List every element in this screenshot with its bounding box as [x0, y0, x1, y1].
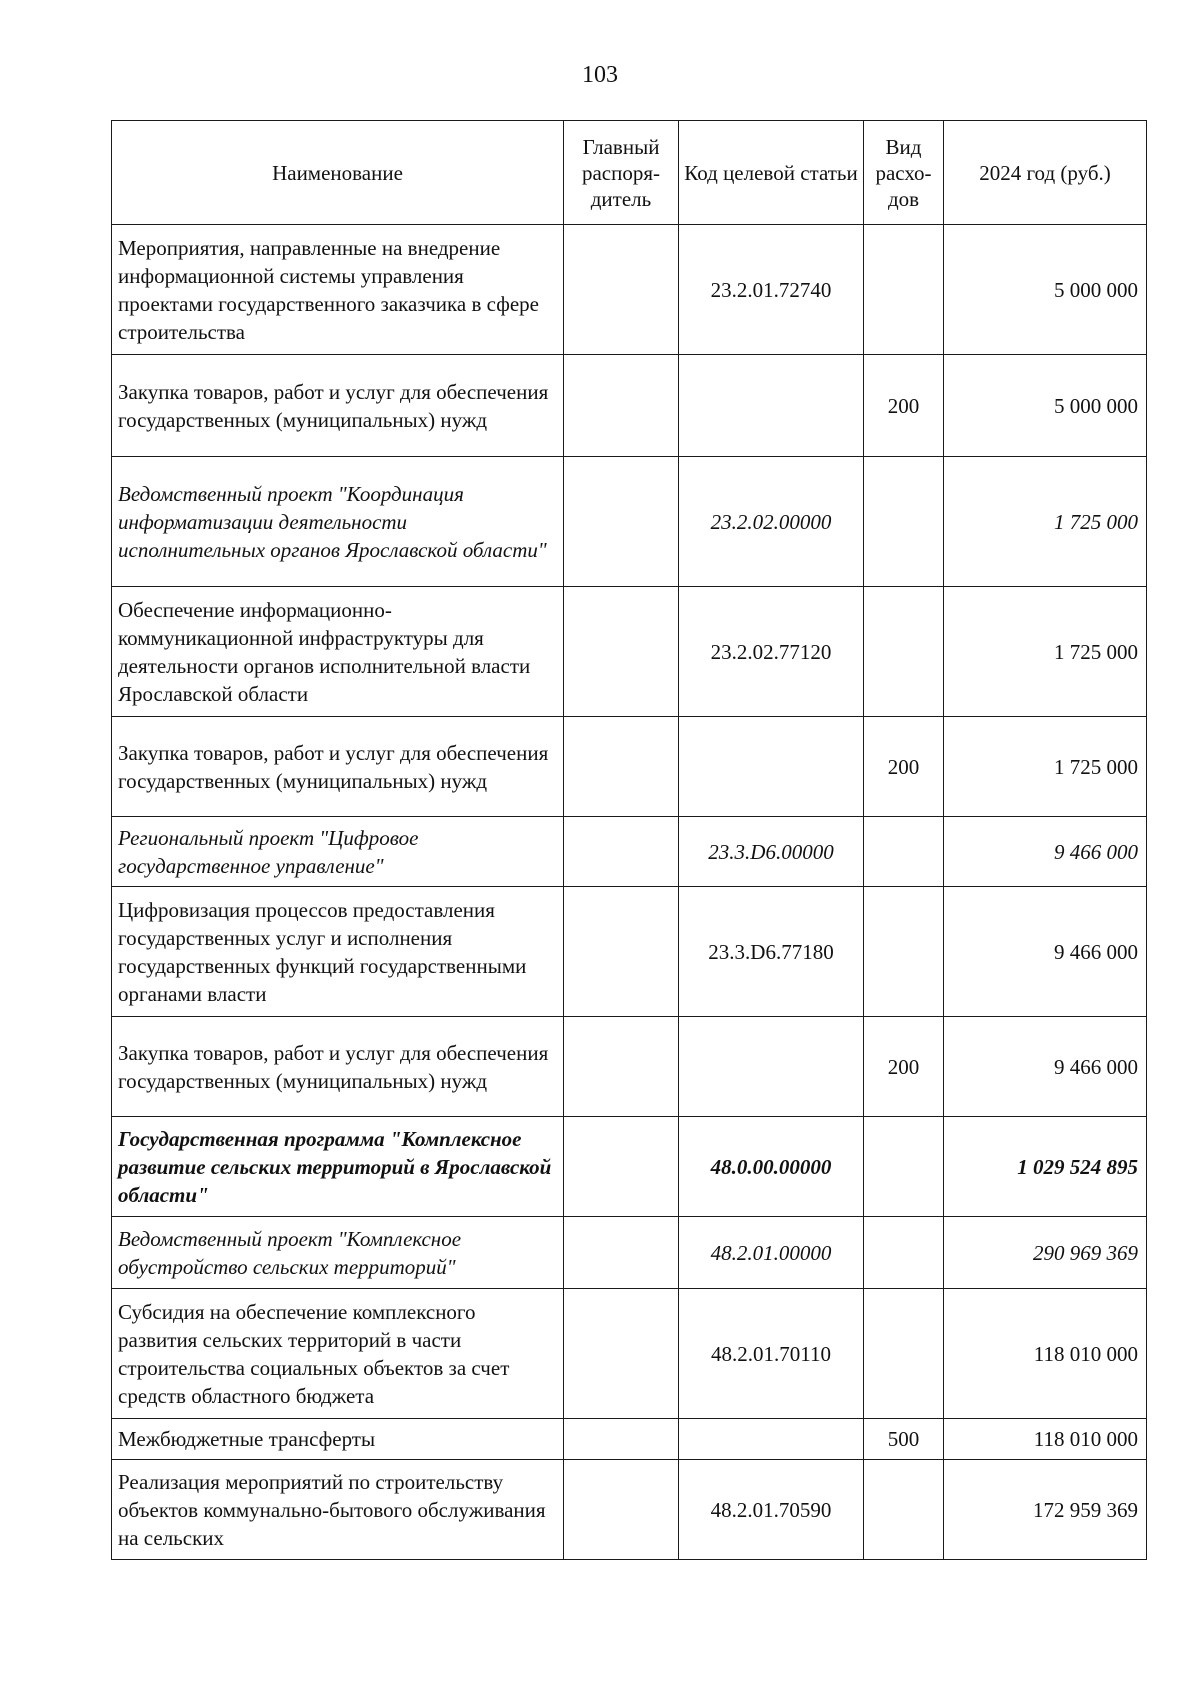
cell-code: 23.3.D6.00000 — [679, 817, 864, 887]
cell-expense-type — [864, 887, 944, 1017]
cell-name: Субсидия на обеспечение комплексного развития сельских территорий в части строительства социальных объектов за счет средств областного бюджета — [112, 1289, 564, 1419]
cell-distributor — [564, 457, 679, 587]
table-row — [112, 355, 1147, 457]
cell-distributor — [564, 1017, 679, 1117]
cell-distributor — [564, 1117, 679, 1217]
cell-code: 48.2.01.00000 — [679, 1217, 864, 1289]
cell-distributor — [564, 1217, 679, 1289]
table-row — [112, 1419, 1147, 1460]
cell-code — [679, 355, 864, 457]
cell-name: Закупка товаров, работ и услуг для обеспечения государственных (муниципальных) нужд — [112, 717, 564, 817]
cell-expense-type: 200 — [864, 355, 944, 457]
cell-amount: 9 466 000 — [944, 1017, 1147, 1117]
table-row — [112, 587, 1147, 717]
cell-amount: 1 029 524 895 — [944, 1117, 1147, 1217]
cell-code: 23.2.02.00000 — [679, 457, 864, 587]
cell-expense-type — [864, 587, 944, 717]
cell-expense-type — [864, 457, 944, 587]
table-row — [112, 1289, 1147, 1419]
cell-amount: 1 725 000 — [944, 457, 1147, 587]
cell-expense-type — [864, 1217, 944, 1289]
cell-name: Закупка товаров, работ и услуг для обеспечения государственных (муниципальных) нужд — [112, 355, 564, 457]
cell-amount: 1 725 000 — [944, 587, 1147, 717]
cell-distributor — [564, 717, 679, 817]
table-row — [112, 457, 1147, 587]
table-row — [112, 225, 1147, 355]
cell-distributor — [564, 1460, 679, 1560]
cell-amount: 172 959 369 — [944, 1460, 1147, 1560]
cell-distributor — [564, 817, 679, 887]
table-row — [112, 717, 1147, 817]
cell-name: Межбюджетные трансферты — [112, 1419, 564, 1460]
cell-name: Ведомственный проект "Комплексное обустройство сельских территорий" — [112, 1217, 564, 1289]
cell-amount: 1 725 000 — [944, 717, 1147, 817]
budget-table — [111, 120, 1147, 1560]
cell-name: Цифровизация процессов предоставления государственных услуг и исполнения государственных функций государственными органами власти — [112, 887, 564, 1017]
cell-amount: 290 969 369 — [944, 1217, 1147, 1289]
table-row — [112, 1217, 1147, 1289]
cell-distributor — [564, 225, 679, 355]
cell-amount: 9 466 000 — [944, 887, 1147, 1017]
cell-expense-type: 200 — [864, 1017, 944, 1117]
table-header-row — [112, 121, 1147, 225]
cell-name: Региональный проект "Цифровое государственное управление" — [112, 817, 564, 887]
cell-name: Реализация мероприятий по строительству объектов коммунально-бытового обслуживания на сельских — [112, 1460, 564, 1560]
table-row — [112, 1017, 1147, 1117]
cell-distributor — [564, 1289, 679, 1419]
header-amount: 2024 год (руб.) — [944, 121, 1147, 225]
header-expense-type: Вид расхо-дов — [864, 121, 944, 225]
cell-expense-type — [864, 1460, 944, 1560]
cell-expense-type: 500 — [864, 1419, 944, 1460]
cell-code: 23.3.D6.77180 — [679, 887, 864, 1017]
cell-code: 23.2.01.72740 — [679, 225, 864, 355]
cell-code: 48.0.00.00000 — [679, 1117, 864, 1217]
header-name: Наименование — [112, 121, 564, 225]
cell-amount: 5 000 000 — [944, 355, 1147, 457]
header-code: Код целевой статьи — [679, 121, 864, 225]
cell-name: Государственная программа "Комплексное развитие сельских территорий в Ярославской области" — [112, 1117, 564, 1217]
table-row — [112, 1460, 1147, 1560]
cell-amount: 118 010 000 — [944, 1419, 1147, 1460]
cell-amount: 9 466 000 — [944, 817, 1147, 887]
cell-distributor — [564, 587, 679, 717]
cell-name: Закупка товаров, работ и услуг для обеспечения государственных (муниципальных) нужд — [112, 1017, 564, 1117]
cell-expense-type: 200 — [864, 717, 944, 817]
table-body — [112, 225, 1147, 1560]
cell-expense-type — [864, 1289, 944, 1419]
table-row — [112, 887, 1147, 1017]
cell-expense-type — [864, 1117, 944, 1217]
cell-expense-type — [864, 225, 944, 355]
cell-name: Обеспечение информационно-коммуникационной инфраструктуры для деятельности органов исполнительной власти Ярославской области — [112, 587, 564, 717]
cell-code: 23.2.02.77120 — [679, 587, 864, 717]
cell-expense-type — [864, 817, 944, 887]
cell-distributor — [564, 887, 679, 1017]
cell-amount: 5 000 000 — [944, 225, 1147, 355]
cell-distributor — [564, 1419, 679, 1460]
cell-code — [679, 717, 864, 817]
cell-distributor — [564, 355, 679, 457]
header-distributor: Главный распоря-дитель — [564, 121, 679, 225]
cell-code — [679, 1017, 864, 1117]
cell-name: Ведомственный проект "Координация информатизации деятельности исполнительных органов Ярославской области" — [112, 457, 564, 587]
cell-code: 48.2.01.70110 — [679, 1289, 864, 1419]
cell-name: Мероприятия, направленные на внедрение информационной системы управления проектами государственного заказчика в сфере строительства — [112, 225, 564, 355]
cell-code — [679, 1419, 864, 1460]
cell-code: 48.2.01.70590 — [679, 1460, 864, 1560]
table-row — [112, 817, 1147, 887]
page-number: 103 — [582, 62, 618, 88]
table-row — [112, 1117, 1147, 1217]
cell-amount: 118 010 000 — [944, 1289, 1147, 1419]
